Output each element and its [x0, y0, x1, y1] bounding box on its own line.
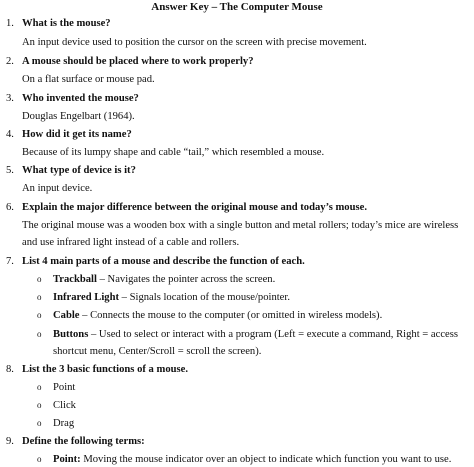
question-text: List 4 main parts of a mouse and describe the function of each.: [22, 256, 305, 267]
part-item: [53, 273, 275, 286]
question-number: 1.: [6, 18, 14, 29]
bullet-icon: o: [37, 310, 42, 320]
question-number: 5.: [6, 165, 14, 176]
term-desc: Moving the mouse indicator over an object to indicate which function you want to use.: [80, 454, 452, 465]
term-label: Point:: [53, 454, 81, 465]
answer-text: Douglas Engelbart (1964).: [22, 111, 135, 122]
part-desc: – Navigates the pointer across the screen.: [96, 274, 276, 285]
question-number: 8.: [6, 364, 14, 375]
function-item: Drag: [53, 418, 75, 429]
question-text: A mouse should be placed where to work properly?: [22, 56, 254, 67]
document-title: Answer Key – The Computer Mouse: [151, 1, 323, 13]
part-item: [53, 309, 382, 322]
answer-text: The original mouse was a wooden box with a single button and metal rollers; today’s mice are wireless: [22, 220, 459, 231]
answer-text: An input device used to position the cursor on the screen with precise movement.: [22, 37, 367, 48]
part-item: [53, 291, 290, 304]
part-desc: – Connects the mouse to the computer (or omitted in wireless models).: [79, 310, 383, 321]
part-term: Trackball: [53, 274, 97, 285]
part-term: Cable: [53, 310, 80, 321]
question-text: What is the mouse?: [22, 18, 111, 29]
question-text: Who invented the mouse?: [22, 93, 139, 104]
bullet-icon: o: [37, 382, 42, 392]
question-text: What type of device is it?: [22, 165, 136, 176]
answer-text: An input device.: [22, 183, 93, 194]
bullet-icon: o: [37, 418, 42, 428]
bullet-icon: o: [37, 454, 42, 464]
question-text: Define the following terms:: [22, 436, 145, 447]
bullet-icon: o: [37, 292, 42, 302]
bullet-icon: o: [37, 274, 42, 284]
answer-text: Because of its lumpy shape and cable “tail,” which resembled a mouse.: [22, 147, 325, 158]
question-number: 2.: [6, 56, 14, 67]
part-term: Buttons: [53, 329, 89, 340]
question-number: 6.: [6, 202, 14, 213]
function-item: Click: [53, 400, 76, 411]
question-number: 3.: [6, 93, 14, 104]
question-number: 9.: [6, 436, 14, 447]
bullet-icon: o: [37, 329, 42, 339]
part-desc: – Used to select or interact with a program (Left = execute a command, Right = access: [88, 329, 458, 340]
bullet-icon: o: [37, 400, 42, 410]
part-term: Infrared Light: [53, 292, 120, 303]
answer-text: On a flat surface or mouse pad.: [22, 74, 155, 85]
answer-text: and use infrared light instead of a cable and rollers.: [22, 237, 240, 248]
question-number: 4.: [6, 129, 14, 140]
function-item: Point: [53, 382, 76, 393]
question-number: 7.: [6, 256, 14, 267]
question-text: How did it get its name?: [22, 129, 132, 140]
term-item: [53, 453, 451, 466]
question-text: Explain the major difference between the original mouse and today’s mouse.: [22, 202, 367, 213]
part-desc: – Signals location of the mouse/pointer.: [119, 292, 290, 303]
question-text: List the 3 basic functions of a mouse.: [22, 364, 188, 375]
part-item: [53, 328, 458, 341]
part-desc-continued: shortcut menu, Center/Scroll = scroll the screen).: [53, 346, 262, 357]
